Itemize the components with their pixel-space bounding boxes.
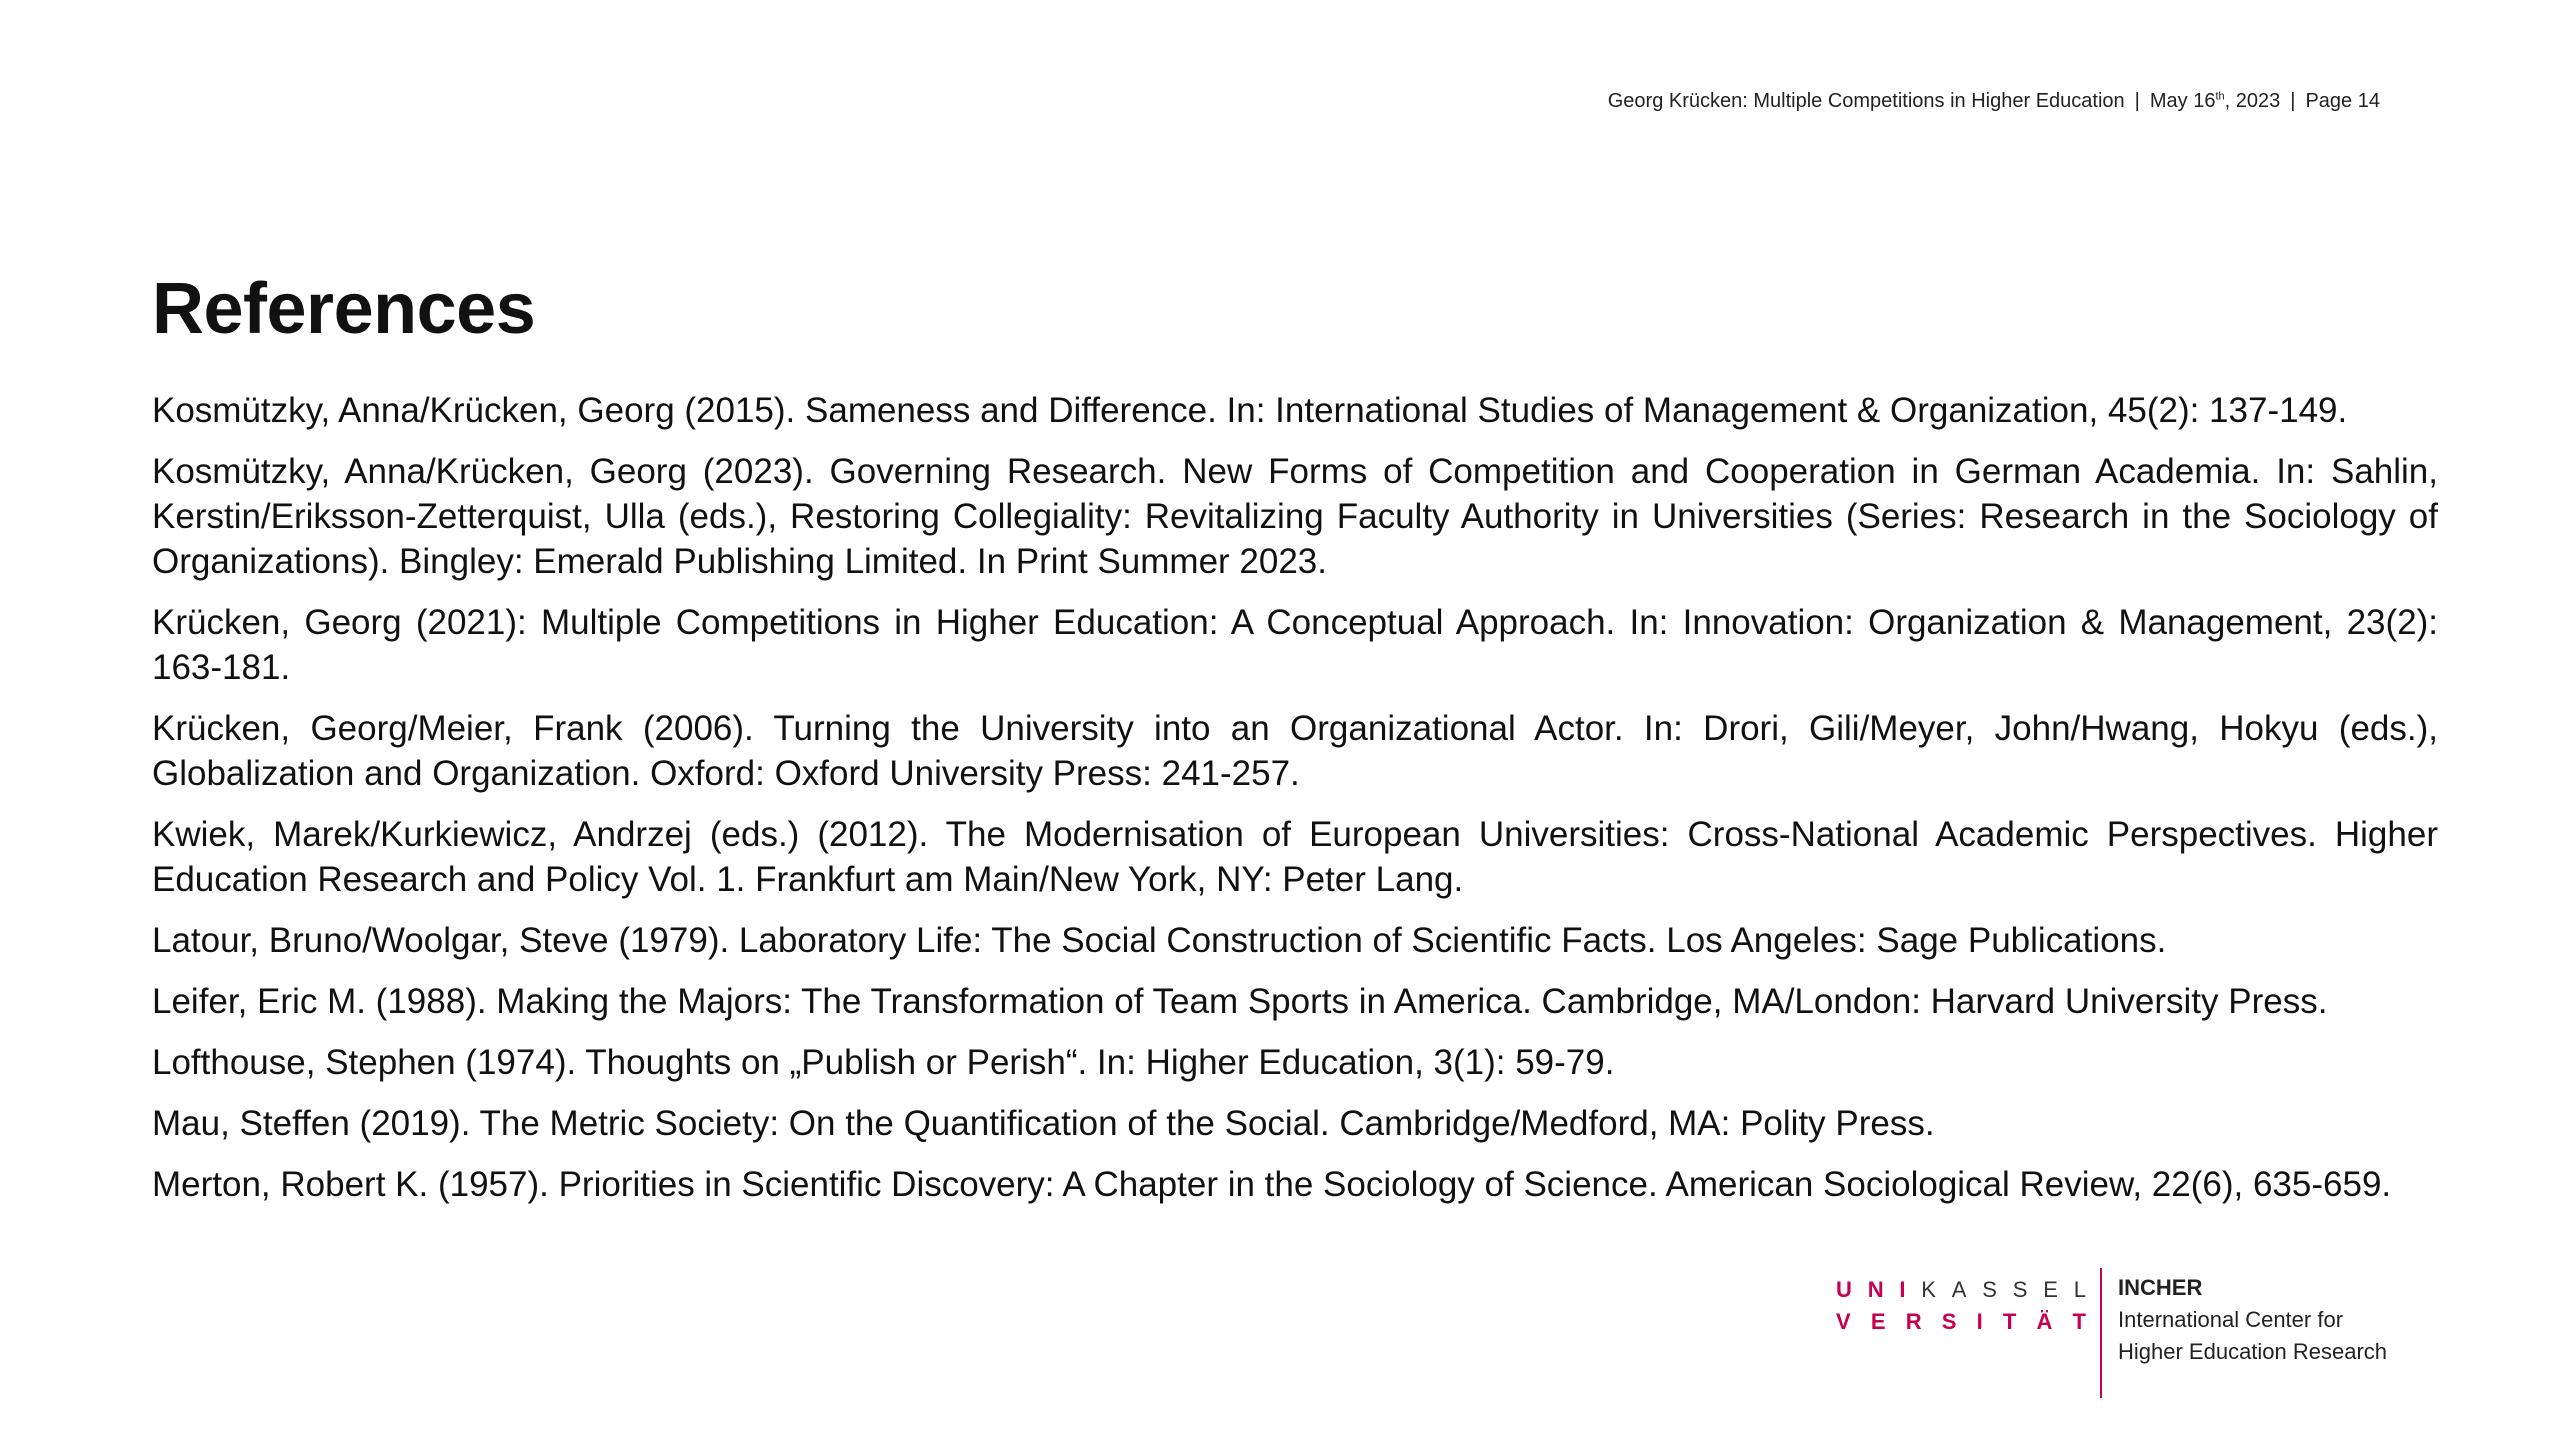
incher-logo — [2118, 1272, 2387, 1368]
reference-item: Krücken, Georg/Meier, Frank (2006). Turning the University into an Organizational Actor. In: Drori, Gili/Meyer, John/Hwang, Hokyu (eds.), Globalization and Organization. Oxford: Oxford University Press: 241-257. — [152, 709, 2438, 793]
reference-item: Merton, Robert K. (1957). Priorities in Scientific Discovery: A Chapter in the Sociology of Science. American Sociological Review, 22(6), 635-659. — [152, 1165, 2392, 1204]
incher-name: INCHER — [2118, 1275, 2203, 1300]
header-page-number: 14 — [2357, 90, 2380, 112]
reference-item: Kwiek, Marek/Kurkiewicz, Andrzej (eds.) (2012). The Modernisation of European Universities: Cross-National Academic Perspectives. Higher Education Research and Policy Vol. 1. Frankfurt am Main/New York, NY: Peter Lang. — [152, 815, 2438, 899]
reference-item: Lofthouse, Stephen (1974). Thoughts on „Publish or Perish“. In: Higher Education, 3(1): 59-79. — [152, 1043, 1615, 1082]
reference-item: Krücken, Georg (2021): Multiple Competitions in Higher Education: A Conceptual Approach. In: Innovation: Organization & Management, 23(2): 163-181. — [152, 603, 2438, 687]
reference-item: Mau, Steffen (2019). The Metric Society: On the Quantification of the Social. Cambridge/Medford, MA: Polity Press. — [152, 1104, 1935, 1143]
uni-logo-row-2: V E R S I T Ä T — [1836, 1309, 2086, 1334]
header-separator: | — [2134, 90, 2140, 112]
uni-kassel-logo — [1836, 1274, 2086, 1338]
reference-item: Latour, Bruno/Woolgar, Steve (1979). Laboratory Life: The Social Construction of Scientific Facts. Los Angeles: Sage Publications. — [152, 921, 2167, 960]
logo-divider — [2100, 1268, 2102, 1398]
header-separator: | — [2290, 90, 2296, 112]
uni-logo-row-1: U N I K A S S E L — [1836, 1277, 2086, 1302]
incher-subtitle-line-2: Higher Education Research — [2118, 1339, 2388, 1364]
reference-item: Kosmützky, Anna/Krücken, Georg (2015). Sameness and Difference. In: International Studies of Management & Organization, 45(2): 137-149. — [152, 391, 2348, 430]
reference-list — [152, 388, 2438, 1223]
incher-subtitle-line-1: International Center for — [2118, 1307, 2344, 1332]
header-page-label: Page — [2305, 90, 2353, 112]
header-date: May 16th, 2023 — [2149, 90, 2281, 112]
header-author-title: Georg Krücken: Multiple Competitions in Higher Education — [1607, 90, 2125, 112]
reference-item: Leifer, Eric M. (1988). Making the Majors: The Transformation of Team Sports in America. Cambridge, MA/London: Harvard University Press. — [152, 982, 2328, 1021]
slide-header — [1608, 90, 2380, 113]
page-title: References — [152, 269, 536, 349]
institution-logo — [1836, 1268, 2416, 1408]
reference-item: Kosmützky, Anna/Krücken, Georg (2023). Governing Research. New Forms of Competition and Cooperation in German Academia. In: Sahlin, Kerstin/Eriksson-Zetterquist, Ulla (eds.), Restoring Collegiality: Revitalizing Faculty Authority in Universities (Series: Research in the Sociology of Organizations). Bingley: Emerald Publishing Limited. In Print Summer 2023. — [152, 452, 2438, 581]
